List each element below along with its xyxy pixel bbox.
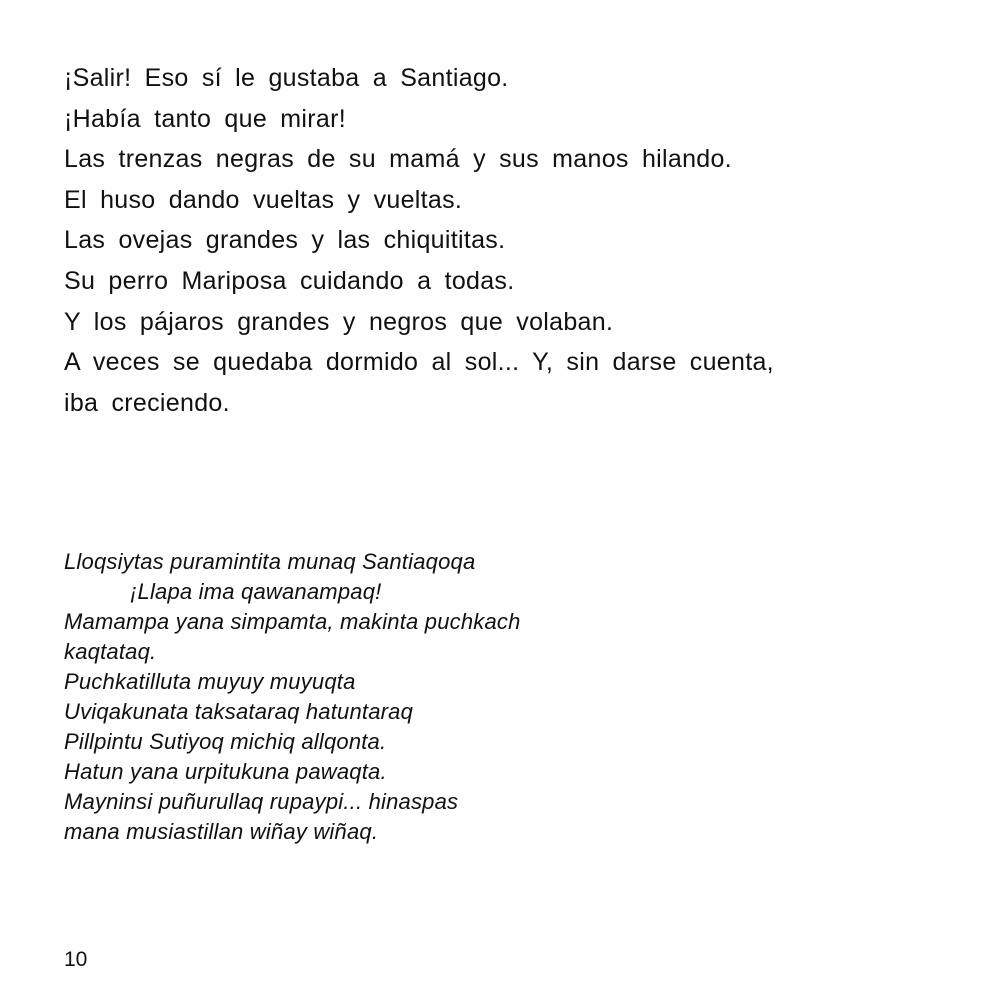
quechua-line: Mamampa yana simpamta, makinta puchkach	[64, 609, 521, 634]
quechua-line: Hatun yana urpitukuna pawaqta.	[64, 759, 387, 784]
page-number: 10	[64, 948, 88, 971]
spanish-line: El huso dando vueltas y vueltas.	[64, 185, 463, 214]
quechua-line: Puchkatilluta muyuy muyuqta	[64, 669, 356, 694]
spanish-line: Las ovejas grandes y las chiquititas.	[64, 226, 506, 255]
quechua-paragraph	[64, 547, 944, 847]
quechua-line: ¡Llapa ima qawanampaq!	[130, 579, 382, 604]
spanish-line: ¡Salir! Eso sí le gustaba a Santiago.	[64, 64, 509, 92]
spanish-line: Su perro Mariposa cuidando a todas.	[64, 266, 515, 295]
quechua-line: Lloqsiytas puramintita munaq Santiaqoqa	[64, 549, 476, 574]
spanish-line: A veces se quedaba dormido al sol... Y, sin darse cuenta,	[64, 348, 774, 377]
spanish-line: Las trenzas negras de su mamá y sus manos hilando.	[64, 145, 732, 174]
quechua-line: Pillpintu Sutiyoq michiq allqonta.	[64, 729, 387, 754]
quechua-line: Uviqakunata taksataraq hatuntaraq	[64, 699, 414, 724]
spanish-paragraph	[64, 58, 944, 423]
quechua-line: kaqtataq.	[64, 639, 157, 664]
spanish-line: Y los pájaros grandes y negros que volaban.	[64, 307, 614, 336]
spanish-line: iba creciendo.	[64, 388, 230, 417]
quechua-line: Mayninsi puñurullaq rupaypi... hinaspas	[64, 789, 459, 814]
spanish-line: ¡Había tanto que mirar!	[64, 104, 346, 133]
quechua-line: mana musiastillan wiñay wiñaq.	[64, 819, 379, 844]
